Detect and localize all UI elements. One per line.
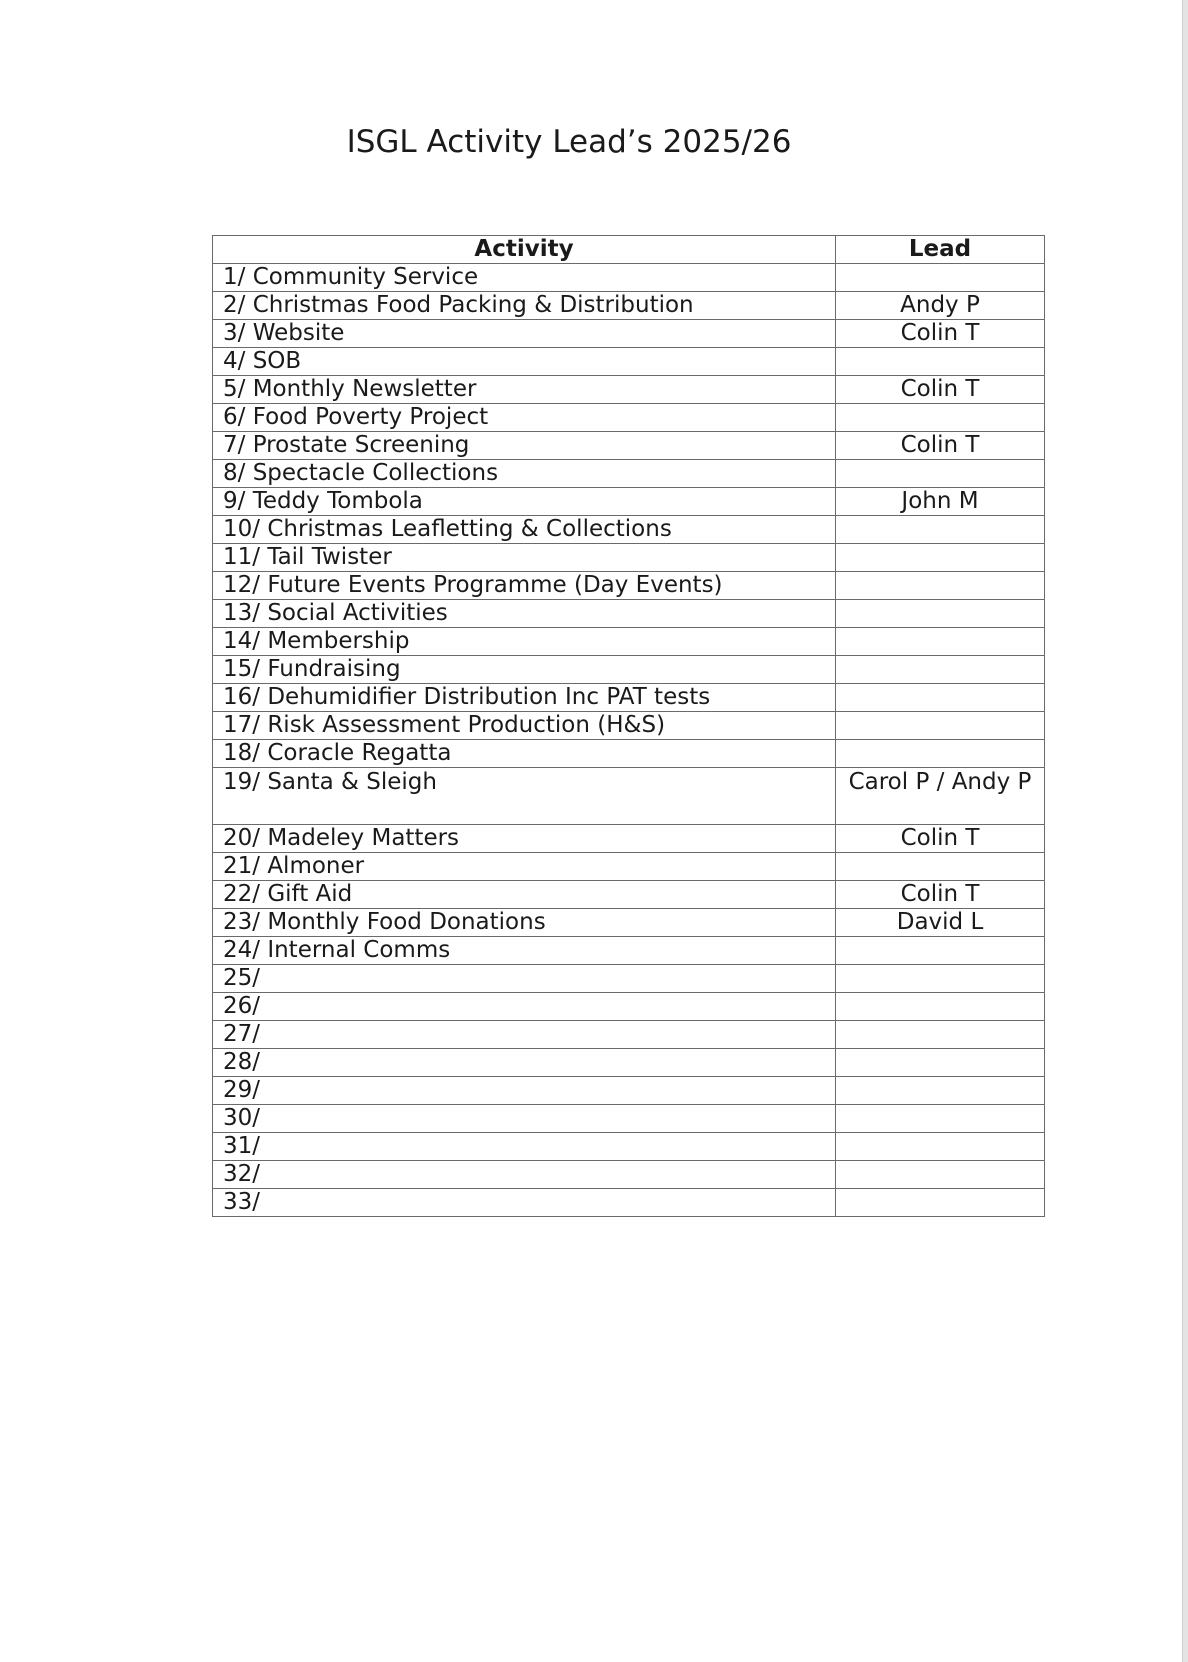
table-body bbox=[213, 264, 1045, 1217]
table-row bbox=[213, 544, 1045, 572]
lead-cell bbox=[836, 1049, 1045, 1077]
lead-cell bbox=[836, 1189, 1045, 1217]
table-row bbox=[213, 1105, 1045, 1133]
lead-cell bbox=[836, 993, 1045, 1021]
activity-cell: 18/ Coracle Regatta bbox=[213, 740, 836, 768]
lead-cell bbox=[836, 628, 1045, 656]
table-row bbox=[213, 937, 1045, 965]
document-title: ISGL Activity Lead’s 2025/26 bbox=[346, 124, 792, 160]
lead-cell bbox=[836, 1161, 1045, 1189]
lead-cell bbox=[836, 404, 1045, 432]
activity-cell: 28/ bbox=[213, 1049, 836, 1077]
activity-cell: 16/ Dehumidifier Distribution Inc PAT tests bbox=[213, 684, 836, 712]
lead-cell bbox=[836, 853, 1045, 881]
lead-cell: John M bbox=[836, 488, 1045, 516]
activity-cell: 15/ Fundraising bbox=[213, 656, 836, 684]
activity-cell: 33/ bbox=[213, 1189, 836, 1217]
lead-cell bbox=[836, 600, 1045, 628]
table-row bbox=[213, 1049, 1045, 1077]
lead-cell bbox=[836, 1105, 1045, 1133]
lead-cell bbox=[836, 516, 1045, 544]
lead-cell bbox=[836, 264, 1045, 292]
lead-cell bbox=[836, 348, 1045, 376]
activity-cell: 5/ Monthly Newsletter bbox=[213, 376, 836, 404]
lead-cell: Colin T bbox=[836, 881, 1045, 909]
activity-column-header: Activity bbox=[213, 236, 836, 264]
activity-cell: 13/ Social Activities bbox=[213, 600, 836, 628]
table-row bbox=[213, 1189, 1045, 1217]
lead-cell bbox=[836, 712, 1045, 740]
activity-cell: 26/ bbox=[213, 993, 836, 1021]
table-row bbox=[213, 1077, 1045, 1105]
activity-cell: 7/ Prostate Screening bbox=[213, 432, 836, 460]
table-row bbox=[213, 684, 1045, 712]
activity-cell: 23/ Monthly Food Donations bbox=[213, 909, 836, 937]
lead-cell bbox=[836, 572, 1045, 600]
table-row bbox=[213, 656, 1045, 684]
table-row bbox=[213, 572, 1045, 600]
table-row bbox=[213, 993, 1045, 1021]
lead-cell bbox=[836, 656, 1045, 684]
table-row bbox=[213, 1133, 1045, 1161]
table-row bbox=[213, 264, 1045, 292]
table-row bbox=[213, 404, 1045, 432]
lead-cell bbox=[836, 1133, 1045, 1161]
table-row bbox=[213, 909, 1045, 937]
table-row bbox=[213, 292, 1045, 320]
table-row bbox=[213, 432, 1045, 460]
activity-cell: 12/ Future Events Programme (Day Events) bbox=[213, 572, 836, 600]
table-row bbox=[213, 768, 1045, 825]
lead-column-header: Lead bbox=[836, 236, 1045, 264]
activity-cell: 17/ Risk Assessment Production (H&S) bbox=[213, 712, 836, 740]
table-row bbox=[213, 740, 1045, 768]
activity-cell: 22/ Gift Aid bbox=[213, 881, 836, 909]
activity-cell: 25/ bbox=[213, 965, 836, 993]
activity-cell: 9/ Teddy Tombola bbox=[213, 488, 836, 516]
lead-cell: Carol P / Andy P bbox=[836, 768, 1045, 825]
lead-cell: Colin T bbox=[836, 376, 1045, 404]
lead-cell bbox=[836, 740, 1045, 768]
table-row bbox=[213, 628, 1045, 656]
activity-lead-table bbox=[212, 235, 1045, 1217]
activity-cell: 29/ bbox=[213, 1077, 836, 1105]
table-row bbox=[213, 488, 1045, 516]
table-row bbox=[213, 712, 1045, 740]
table-row bbox=[213, 460, 1045, 488]
activity-cell: 27/ bbox=[213, 1021, 836, 1049]
activity-cell: 8/ Spectacle Collections bbox=[213, 460, 836, 488]
activity-cell: 31/ bbox=[213, 1133, 836, 1161]
activity-cell: 6/ Food Poverty Project bbox=[213, 404, 836, 432]
table-row bbox=[213, 881, 1045, 909]
lead-cell bbox=[836, 965, 1045, 993]
table-row bbox=[213, 1161, 1045, 1189]
activity-cell: 10/ Christmas Leafletting & Collections bbox=[213, 516, 836, 544]
activity-cell: 2/ Christmas Food Packing & Distribution bbox=[213, 292, 836, 320]
lead-cell bbox=[836, 1077, 1045, 1105]
table-row bbox=[213, 1021, 1045, 1049]
table-row bbox=[213, 376, 1045, 404]
activity-cell: 1/ Community Service bbox=[213, 264, 836, 292]
lead-cell bbox=[836, 684, 1045, 712]
activity-cell: 21/ Almoner bbox=[213, 853, 836, 881]
activity-cell: 4/ SOB bbox=[213, 348, 836, 376]
lead-cell: David L bbox=[836, 909, 1045, 937]
lead-cell: Andy P bbox=[836, 292, 1045, 320]
table-header-row bbox=[213, 236, 1045, 264]
activity-cell: 24/ Internal Comms bbox=[213, 937, 836, 965]
lead-cell bbox=[836, 544, 1045, 572]
table-row bbox=[213, 825, 1045, 853]
lead-cell: Colin T bbox=[836, 432, 1045, 460]
activity-cell: 11/ Tail Twister bbox=[213, 544, 836, 572]
activity-cell: 30/ bbox=[213, 1105, 836, 1133]
lead-cell: Colin T bbox=[836, 320, 1045, 348]
activity-cell: 14/ Membership bbox=[213, 628, 836, 656]
activity-cell: 19/ Santa & Sleigh bbox=[213, 768, 836, 825]
lead-cell bbox=[836, 460, 1045, 488]
table-row bbox=[213, 348, 1045, 376]
table-row bbox=[213, 516, 1045, 544]
table-row bbox=[213, 320, 1045, 348]
lead-cell: Colin T bbox=[836, 825, 1045, 853]
activity-cell: 32/ bbox=[213, 1161, 836, 1189]
activity-cell: 20/ Madeley Matters bbox=[213, 825, 836, 853]
table-row bbox=[213, 965, 1045, 993]
lead-cell bbox=[836, 1021, 1045, 1049]
table-row bbox=[213, 853, 1045, 881]
lead-cell bbox=[836, 937, 1045, 965]
activity-cell: 3/ Website bbox=[213, 320, 836, 348]
page-edge bbox=[1182, 0, 1188, 1662]
table-row bbox=[213, 600, 1045, 628]
